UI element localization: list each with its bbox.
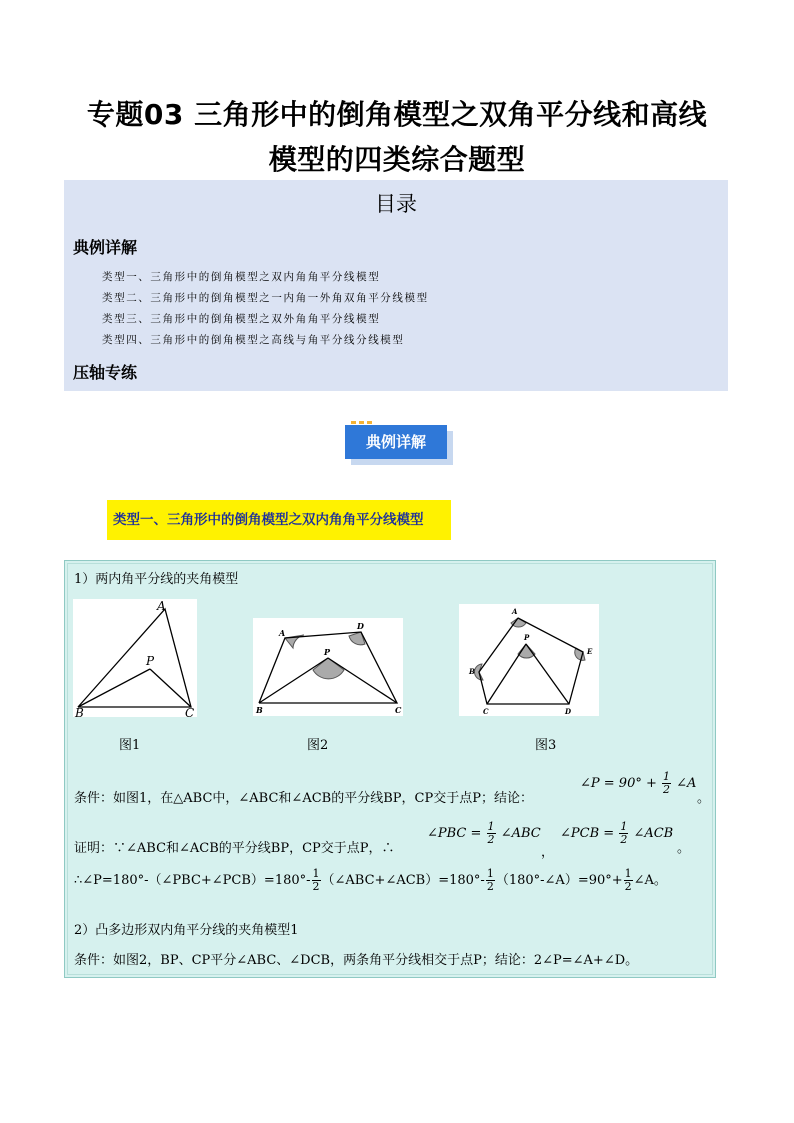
proof-formula-1-lhs: ∠PBC = <box>427 826 482 841</box>
fig2-label-a: A <box>279 628 286 638</box>
fraction-one-half: $\frac{1}{2}$ <box>620 820 628 846</box>
proof-formula-1 <box>427 821 541 846</box>
title-line-1: 专题03 三角形中的倒角模型之双角平分线和高线 <box>86 98 708 131</box>
proof-formula-2-rhs: ∠ACB <box>633 826 674 841</box>
toc-section-examples[interactable]: 典例详解 <box>73 238 138 257</box>
condition-2-text: 条件：如图2，BP、CP平分∠ABC、∠DCB，两条角平分线相交于点P；结论：2∠P=∠A+∠D。 <box>74 953 639 968</box>
subheading-1: 1）两内角平分线的夹角模型 <box>74 572 239 587</box>
figure-1 <box>73 599 197 717</box>
fraction-one-half: $\frac{1}{2}$ <box>624 867 632 893</box>
conclusion-1-rhs: ∠A <box>676 776 697 791</box>
fraction-one-half: $\frac{1}{2}$ <box>663 770 671 796</box>
toc-item-type-2[interactable]: 类型二、三角形中的倒角模型之一内角一外角双角平分线模型 <box>102 292 429 304</box>
condition-1-text: 条件：如图1，在△ABC中，∠ABC和∠ACB的平分线BP，CP交于点P；结论： <box>74 791 533 806</box>
subheading-2: 2）凸多边形双内角平分线的夹角模型1 <box>74 923 299 938</box>
toc-item-type-4[interactable]: 类型四、三角形中的倒角模型之高线与角平分线分线模型 <box>102 334 405 346</box>
fig3-label-p: P <box>524 633 530 642</box>
banner-dots-decoration <box>351 421 373 424</box>
fig1-label-a: A <box>157 599 166 613</box>
type-1-heading: 类型一、三角形中的倒角模型之双内角角平分线模型 <box>107 500 451 540</box>
fig2-label-c: C <box>395 705 402 715</box>
figure-3-lines <box>479 618 583 704</box>
derivation-line <box>74 868 667 893</box>
fig1-label-p: P <box>146 654 155 668</box>
proof-formula-2-lhs: ∠PCB = <box>560 826 615 841</box>
figure-3-caption: 图3 <box>535 738 557 753</box>
figure-2-caption: 图2 <box>307 738 329 753</box>
toc-section-practice[interactable]: 压轴专练 <box>73 363 138 382</box>
fig3-label-c: C <box>483 707 489 716</box>
proof-text: 证明：∵∠ABC和∠ACB的平分线BP，CP交于点P，∴ <box>74 841 395 856</box>
derivation-part-1: ∴∠P=180°-（∠PBC+∠PCB）=180°- <box>74 873 311 888</box>
page-title <box>60 92 734 182</box>
figure-1-caption: 图1 <box>119 738 141 753</box>
conclusion-1-period: 。 <box>697 791 711 806</box>
proof-formula-1-rhs: ∠ABC <box>500 826 541 841</box>
fig3-label-d: D <box>565 707 572 716</box>
table-of-contents <box>64 180 728 391</box>
fig3-label-e: E <box>587 647 593 656</box>
proof-comma: ， <box>541 845 555 860</box>
title-line-2: 模型的四类综合题型 <box>268 143 526 176</box>
fraction-one-half: $\frac{1}{2}$ <box>486 867 494 893</box>
banner-label: 典例详解 <box>345 425 447 459</box>
fig2-label-d: D <box>357 621 364 631</box>
proof-formula-2 <box>560 821 673 846</box>
derivation-part-4: ∠A。 <box>633 873 667 888</box>
fraction-one-half: $\frac{1}{2}$ <box>487 820 495 846</box>
fig1-label-b: B <box>75 706 84 717</box>
figure-1-lines <box>78 609 191 707</box>
fig3-label-a: A <box>512 607 518 616</box>
figure-3 <box>459 604 599 716</box>
toc-item-type-1[interactable]: 类型一、三角形中的倒角模型之双内角角平分线模型 <box>102 271 381 283</box>
conclusion-1-formula <box>580 771 696 796</box>
fraction-one-half: $\frac{1}{2}$ <box>312 867 320 893</box>
fig2-label-p: P <box>324 647 331 657</box>
derivation-part-3: （180°-∠A）=90°+ <box>495 873 623 888</box>
proof-period: 。 <box>677 841 691 856</box>
conclusion-1-lhs: ∠P = 90° + <box>580 776 657 791</box>
fig1-label-c: C <box>185 706 195 717</box>
figure-2 <box>253 618 403 716</box>
fig3-label-b: B <box>469 667 475 676</box>
content-box <box>64 560 716 978</box>
toc-title: 目录 <box>375 192 417 216</box>
fig2-label-b: B <box>256 705 263 715</box>
derivation-part-2: （∠ABC+∠ACB）=180°- <box>321 873 485 888</box>
toc-item-type-3[interactable]: 类型三、三角形中的倒角模型之双外角角平分线模型 <box>102 313 381 325</box>
